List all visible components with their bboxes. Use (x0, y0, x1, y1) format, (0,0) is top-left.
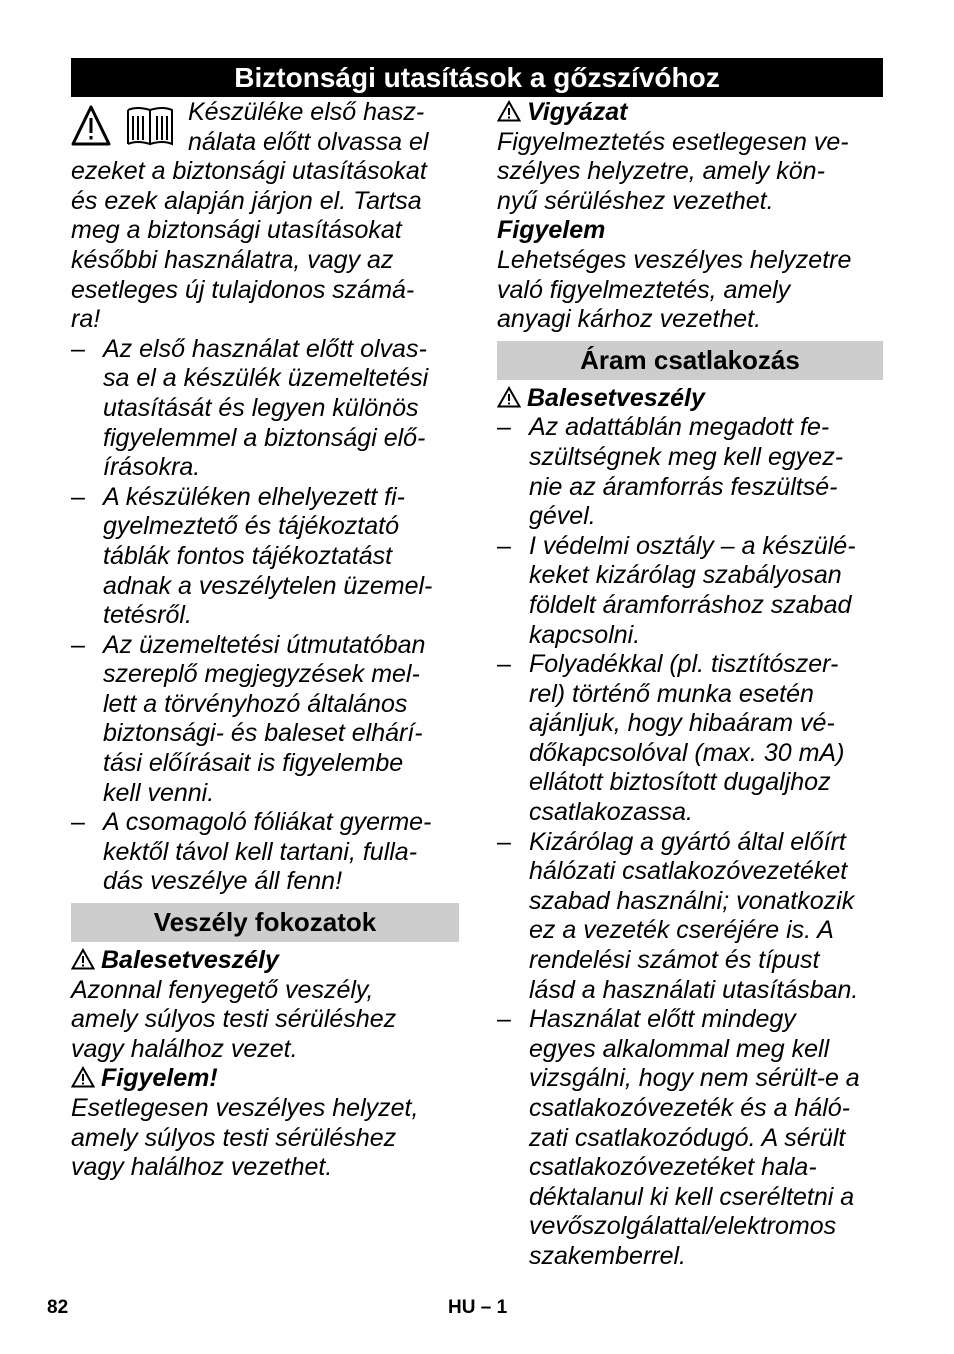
intro-line: esetleges új tulajdonos számá- (71, 275, 415, 304)
danger-label (71, 946, 459, 976)
warning-triangle-icon (71, 948, 95, 970)
list-item-line: lett a törvényhozó általános (103, 689, 408, 718)
list-item-line: ez a vezeték cseréjére is. A (529, 916, 834, 945)
list-item-line: I védelmi osztály – a készülé- (529, 531, 856, 560)
intro-line: meg a biztonsági utasításokat (71, 216, 402, 245)
list-item-line: rel) történő munka esetén (529, 679, 814, 708)
page-number: 82 (47, 1297, 69, 1318)
list-dash: – (497, 531, 511, 560)
list-item-line: dőkapcsolóval (max. 30 mA) (529, 738, 845, 767)
list-item-line: A készüléken elhelyezett fi- (103, 482, 406, 511)
list-item-line: lásd a használati utasításban. (529, 975, 859, 1004)
attention-text-line: Lehetséges veszélyes helyzetre (497, 245, 852, 274)
attention-text-line: való figyelmeztetés, amely (497, 275, 791, 304)
danger-text-line: amely súlyos testi sérüléshez (71, 1005, 397, 1034)
list-item (497, 413, 883, 531)
list-item-line: Folyadékkal (pl. tisztítószer- (529, 650, 839, 679)
list-dash: – (71, 808, 85, 837)
list-dash: – (71, 482, 85, 511)
attention-text-line: anyagi kárhoz vezethet. (497, 305, 762, 334)
list-item-line: Kizárólag a gyártó által előírt (529, 827, 846, 856)
list-item-line: Használat előtt mindegy (529, 1005, 796, 1034)
intro-line: és ezek alapján járjon el. Tartsa (71, 186, 422, 215)
warning-text-line: Esetlegesen veszélyes helyzet, (71, 1094, 419, 1122)
list-item-line: sa el a készülék üzemeltetési (103, 364, 429, 393)
intro-paragraph (71, 98, 459, 335)
manual-book-icon (128, 108, 172, 144)
warning-triangle-icon (497, 386, 521, 408)
list-dash: – (497, 827, 511, 856)
list-item-line: ellátott biztosított dugaljhoz (529, 768, 831, 797)
caution-label-text: Vigyázat (527, 98, 628, 126)
list-item-line: zati csatlakozódugó. A sérült (529, 1123, 846, 1152)
list-item (71, 335, 459, 483)
section-heading-power: Áram csatlakozás (497, 341, 883, 380)
warning-triangle-icon (71, 1066, 95, 1088)
power-danger-label-text: Balesetveszély (527, 383, 705, 412)
right-column (497, 98, 883, 1272)
list-item-line: kapcsolni. (529, 620, 641, 649)
intro-line: későbbi használatra, vagy az (71, 245, 394, 274)
list-item-line: Az első használat előtt olvas- (103, 334, 427, 363)
list-dash: – (71, 630, 85, 659)
list-item-line: egyes alkalommal meg kell (529, 1034, 830, 1063)
list-item-line: csatlakozóvezeték és a háló- (529, 1094, 851, 1122)
list-item (497, 1005, 883, 1271)
list-dash: – (71, 334, 85, 363)
list-item-line: tetésről. (103, 601, 192, 630)
left-column (71, 98, 459, 1183)
list-item-line: utasítását és legyen különös (103, 393, 419, 422)
list-item-line: nie az áramforrás feszültsé- (529, 472, 838, 501)
list-item-line: figyelemmel a biztonsági elő- (103, 423, 426, 452)
list-item-line: szereplő megjegyzések mel- (103, 660, 420, 689)
list-item (497, 532, 883, 650)
warning-text-line: vagy halálhoz vezethet. (71, 1153, 333, 1182)
warning-label-text: Figyelem! (101, 1064, 218, 1093)
intro-line: ezeket a biztonsági utasításokat (71, 157, 427, 186)
danger-text-line: Azonnal fenyegető veszély, (71, 975, 374, 1004)
list-item-line: Az adattáblán megadott fe- (529, 413, 830, 442)
list-item-line: biztonsági- és baleset elhárí- (103, 719, 423, 748)
warning-text-line: amely súlyos testi sérüléshez (71, 1123, 397, 1152)
danger-text-line: vagy halálhoz vezet. (71, 1034, 298, 1063)
list-item-line: szabad használni; vonatkozik (529, 886, 855, 915)
list-item-line: csatlakozassa. (529, 798, 693, 827)
list-item-line: táblák fontos tájékoztatást (103, 541, 393, 570)
list-item-line: vevőszolgálattal/elektromos (529, 1212, 837, 1241)
power-danger-label (497, 384, 883, 414)
intro-line: nálata előtt olvassa el (188, 127, 429, 156)
list-item-line: ajánljuk, hogy hibaáram vé- (529, 709, 835, 738)
list-item (71, 808, 459, 897)
caution-text-line: szélyes helyzetre, amely kön- (497, 157, 825, 186)
list-item-line: szültségnek meg kell egyez- (529, 442, 844, 471)
attention-label: Figyelem (497, 216, 606, 245)
list-item (71, 631, 459, 809)
list-dash: – (497, 1005, 511, 1034)
danger-label-text: Balesetveszély (101, 946, 279, 975)
list-item-line: gével. (529, 502, 596, 531)
list-item-line: A csomagoló fóliákat gyerme- (103, 808, 432, 837)
caution-label (497, 98, 883, 128)
intro-line: Készüléke első hasz- (188, 98, 425, 126)
list-item-line: tási előírásait is figyelembe (103, 749, 404, 778)
list-item-line: gyelmeztető és tájékoztató (103, 512, 399, 541)
page-title: Biztonsági utasítások a gőzszívóhoz (71, 58, 883, 97)
caution-text-line: Figyelmeztetés esetlegesen ve- (497, 127, 849, 156)
list-dash: – (497, 650, 511, 679)
list-item (497, 650, 883, 828)
warning-triangle-icon (497, 100, 521, 122)
language-code: HU – 1 (448, 1297, 508, 1318)
list-dash: – (497, 413, 511, 442)
list-item-line: déktalanul ki kell cseréltetni a (529, 1182, 855, 1211)
list-item-line: hálózati csatlakozóvezetéket (529, 857, 848, 886)
warning-triangle-icon (73, 107, 109, 144)
list-item-line: adnak a veszélytelen üzemel- (103, 571, 433, 600)
list-item (71, 483, 459, 631)
warning-label (71, 1064, 459, 1094)
list-item-line: csatlakozóvezetéket hala- (529, 1153, 817, 1182)
list-item-line: kell venni. (103, 778, 215, 807)
list-item-line: dás veszélye áll fenn! (103, 867, 343, 896)
list-item-line: Az üzemeltetési útmutatóban (103, 630, 426, 659)
intro-line: ra! (71, 305, 101, 334)
warning-manual-icons (71, 104, 181, 148)
list-item-line: kektől távol kell tartani, fulla- (103, 837, 418, 866)
list-item-line: írásokra. (103, 453, 201, 482)
caution-text-line: nyű sérüléshez vezethet. (497, 186, 774, 215)
list-item-line: keket kizárólag szabályosan (529, 561, 842, 590)
list-item-line: szakemberrel. (529, 1241, 686, 1270)
list-item-line: vizsgálni, hogy nem sérült-e a (529, 1064, 860, 1093)
list-item-line: rendelési számot és típust (529, 946, 820, 975)
section-heading-danger-levels: Veszély fokozatok (71, 903, 459, 942)
list-item (497, 828, 883, 1006)
list-item-line: földelt áramforráshoz szabad (529, 590, 852, 619)
